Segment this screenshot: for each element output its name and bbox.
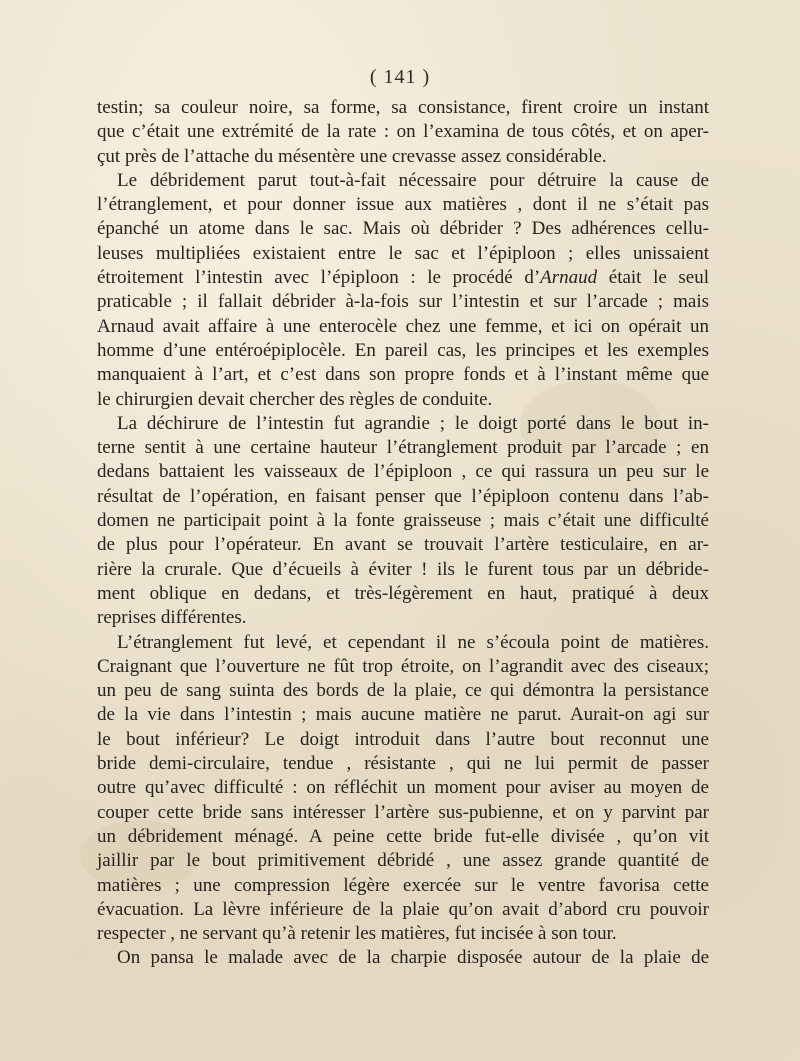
text-line: un peu de sang suinta des bords de la plaie, ce qui démontra la persistance	[97, 680, 709, 702]
text-line: couper cette bride sans intéresser l’artère sus-pubienne, et on y parvint par	[97, 801, 709, 823]
text-line: jaillir par le bout primitivement débridé , une assez grande quantité de	[97, 850, 709, 872]
text-line: La déchirure de l’intestin fut agrandie ; le doigt porté dans le bout in-	[117, 412, 709, 434]
page-number: ( 141 )	[369, 66, 431, 88]
text-line: l’étranglement, et pour donner issue aux matières , dont il ne s’était pas	[97, 194, 709, 216]
text-line: respecter , ne servant qu’à retenir les matières, fut incisée à son tour.	[97, 923, 617, 945]
text-line: Le débridement parut tout-à-fait nécessaire pour détruire la cause de	[117, 169, 709, 191]
text-line: Craignant que l’ouverture ne fût trop étroite, on l’agrandit avec des ciseaux;	[97, 655, 709, 677]
text-line: praticable ; il fallait débrider à-la-fois sur l’intestin et sur l’arcade ; mais	[97, 291, 709, 313]
text-line: matières ; une compression légère exercée sur le ventre favorisa cette	[97, 874, 709, 896]
text-line: homme d’une entéroépiplocèle. En pareil cas, les principes et les exemples	[97, 339, 709, 361]
text-line: de la vie dans l’intestin ; mais aucune matière ne parut. Aurait-on agi sur	[97, 704, 709, 726]
text-line: testin; sa couleur noire, sa forme, sa consistance, firent croire un instant	[97, 97, 709, 118]
text-line: un débridement ménagé. A peine cette bride fut-elle divisée , qu’on vit	[97, 825, 709, 847]
text-line: le chirurgien devait chercher des règles de conduite.	[97, 388, 493, 410]
text-line: çut près de l’attache du mésentère une crevasse assez considérable.	[97, 145, 607, 167]
text-line: évacuation. La lèvre inférieure de la plaie qu’on avait d’abord cru pouvoir	[97, 898, 709, 920]
text-line: résultat de l’opération, en faisant penser que l’épiploon contenu dans l’ab-	[97, 485, 709, 507]
text-line: que c’était une extrémité de la rate : on l’examina de tous côtés, et on aper-	[97, 121, 709, 143]
text-line: épanché un atome dans le sac. Mais où débrider ? Des adhérences cellu-	[97, 218, 709, 240]
text-line: terne sentit à une certaine hauteur l’étranglement produit par l’arcade ; en	[97, 437, 709, 459]
author-name: Arnaud	[540, 267, 598, 289]
text-line: dedans battaient les vaisseaux de l’épiploon , ce qui rassura un peu sur le	[97, 461, 709, 483]
text-line: Arnaud avait affaire à une enterocèle chez une femme, et ici on opérait un	[97, 315, 709, 337]
text-line: domen ne participait point à la fonte graisseuse ; mais c’était une difficulté	[97, 510, 709, 532]
text-line: outre qu’avec difficulté : on réfléchit un moment pour aviser au moyen de	[97, 777, 709, 799]
text-line: On pansa le malade avec de la charpie disposée autour de la plaie de	[117, 947, 709, 969]
text-line: leuses multipliées existaient entre le sac et l’épiploon ; elles unissaient	[97, 242, 709, 264]
text-line: reprises différentes.	[97, 607, 247, 629]
body-text	[97, 96, 709, 971]
text-line: ment oblique en dedans, et très-légèrement en haut, pratiqué à deux	[97, 582, 709, 604]
text-line: L’étranglement fut levé, et cependant il ne s’écoula point de matières.	[117, 631, 709, 653]
text-line: étroitement l’intestin avec l’épiploon : le procédé d’Arnaud était le seul	[97, 267, 709, 289]
text-line: bride demi-circulaire, tendue , résistante , qui ne lui permit de passer	[97, 753, 709, 775]
text-line: manquaient à l’art, et c’est dans son propre fonds et à l’instant même que	[97, 364, 709, 386]
text-line: de plus pour l’opérateur. En avant se trouvait l’artère testiculaire, en ar-	[97, 534, 709, 556]
text-line: rière la crurale. Que d’écueils à éviter ! ils le furent tous par un débride-	[97, 558, 709, 580]
text-line: le bout inférieur? Le doigt introduit dans l’autre bout reconnut une	[97, 728, 709, 750]
